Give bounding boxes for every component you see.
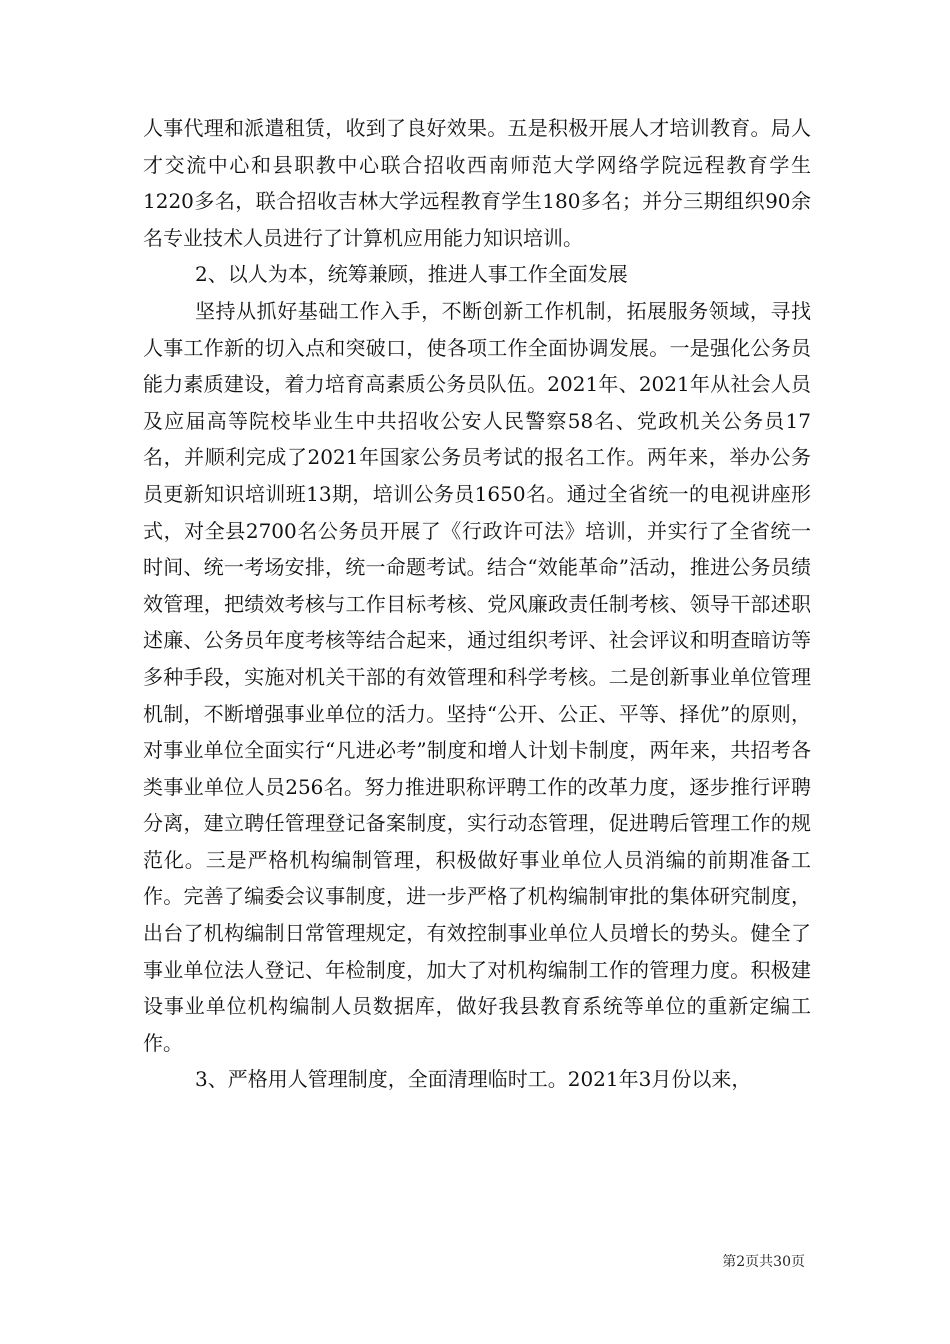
document-body xyxy=(143,110,811,1098)
paragraph-personnel-work: 坚持从抓好基础工作入手，不断创新工作机制，拓展服务领域，寻找人事工作新的切入点和突破口，使各项工作全面协调发展。一是强化公务员能力素质建设，着力培育高素质公务员队伍。2021年、2021年从社会人员及应届高等院校毕业生中共招收公安人民警察58名、党政机关公务员17名，并顺利完成了2021年国家公务员考试的报名工作。两年来，举办公务员更新知识培训班13期，培训公务员1650名。通过全省统一的电视讲座形式，对全县2700名公务员开展了《行政许可法》培训，并实行了全省统一时间、统一考场安排，统一命题考试。结合“效能革命”活动，推进公务员绩效管理，把绩效考核与工作目标考核、党风廉政责任制考核、领导干部述职述廉、公务员年度考核等结合起来，通过组织考评、社会评议和明查暗访等多种手段，实施对机关干部的有效管理和科学考核。二是创新事业单位管理机制，不断增强事业单位的活力。坚持“公开、公正、平等、择优”的原则，对事业单位全面实行“凡进必考”制度和增人计划卡制度，两年来，共招考各类事业单位人员256名。努力推进职称评聘工作的改革力度，逐步推行评聘分离，建立聘任管理登记备案制度，实行动态管理，促进聘后管理工作的规范化。三是严格机构编制管理，积极做好事业单位人员消编的前期准备工作。完善了编委会议事制度，进一步严格了机构编制审批的集体研究制度，出台了机构编制日常管理规定，有效控制事业单位人员增长的势头。健全了事业单位法人登记、年检制度，加大了对机构编制工作的管理力度。积极建设事业单位机构编制人员数据库，做好我县教育系统等单位的重新定编工作。 xyxy=(143,298,811,1055)
page-number-footer: 第2页共30页 xyxy=(722,1254,805,1270)
paragraph-talent-training: 人事代理和派遣租赁，收到了良好效果。五是积极开展人才培训教育。局人才交流中心和县职教中心联合招收西南师范大学网络学院远程教育学生1220多名，联合招收吉林大学远程教育学生180多名；并分三期组织90余名专业技术人员进行了计算机应用能力知识培训。 xyxy=(143,116,811,250)
section-heading-2: 2、以人为本，统筹兼顾，推进人事工作全面发展 xyxy=(195,262,628,287)
section-heading-3: 3、严格用人管理制度，全面清理临时工。2021年3月份以来， xyxy=(195,1067,752,1092)
